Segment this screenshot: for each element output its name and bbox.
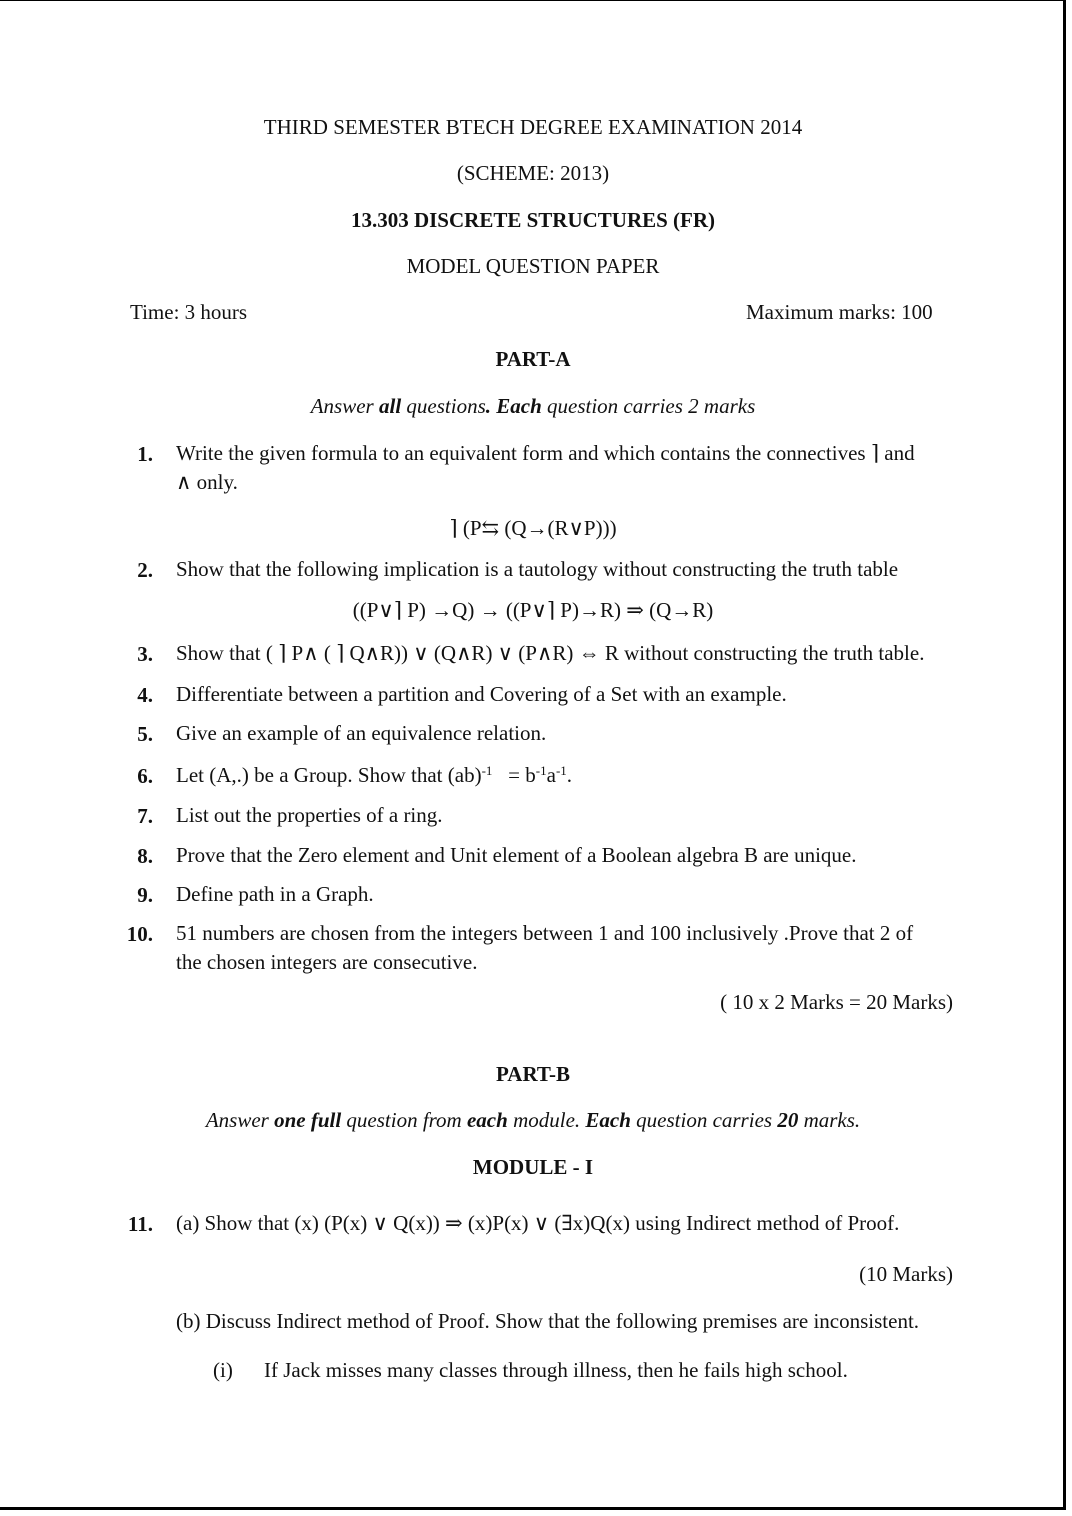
time-allowed: Time: 3 hours (130, 300, 248, 324)
question-text: (b) Discuss Indirect method of Proof. Show that the following premises are inconsistent. (176, 1309, 920, 1333)
question-number: 2. (137, 558, 153, 582)
question-text: Give an example of an equivalence relation. (176, 721, 547, 745)
question-text: Define path in a Graph. (176, 882, 374, 906)
part-a-marks-total: ( 10 x 2 Marks = 20 Marks) (720, 990, 953, 1014)
question-number: 9. (137, 883, 153, 907)
sub-item-text: If Jack misses many classes through illness, then he fails high school. (264, 1358, 848, 1382)
formula: ⌉ (P⇆ (Q→(R∨P))) (449, 516, 617, 540)
question-number: 1. (137, 442, 153, 466)
course-title: 13.303 DISCRETE STRUCTURES (FR) (350, 208, 716, 232)
question-text: Show that the following implication is a tautology without constructing the truth table (176, 557, 899, 581)
question-text: Differentiate between a partition and Covering of a Set with an example. (176, 682, 787, 706)
part-a-instruction: Answer all questions. Each question carries 2 marks (310, 394, 756, 418)
question-number: 6. (137, 764, 153, 788)
question-text: Prove that the Zero element and Unit element of a Boolean algebra B are unique. (176, 843, 857, 867)
question-number: 4. (137, 683, 153, 707)
question-text: List out the properties of a ring. (176, 803, 443, 827)
question-number: 10. (126, 922, 153, 946)
scheme: (SCHEME: 2013) (456, 161, 610, 185)
question-number: 3. (137, 642, 153, 666)
question-marks: (10 Marks) (859, 1262, 953, 1286)
question-number: 7. (137, 804, 153, 828)
module-title: MODULE - I (472, 1155, 594, 1179)
question-text: (a) Show that (x) (P(x) ∨ Q(x)) ⇒ (x)P(x) ∨ (∃x)Q(x) using Indirect method of Proof. (176, 1211, 900, 1235)
question-number: 11. (127, 1212, 153, 1236)
question-number: 8. (137, 844, 153, 868)
part-a-title: PART-A (495, 347, 571, 371)
question-text: 51 numbers are chosen from the integers between 1 and 100 inclusively .Prove that 2 of the chosen integers are consecutive. (176, 921, 914, 974)
max-marks: Maximum marks: 100 (746, 300, 933, 324)
paper-type: MODEL QUESTION PAPER (406, 254, 660, 278)
question-text: Write the given formula to an equivalent form and which contains the connectives ⌉ and ∧ only. (176, 441, 915, 494)
sub-item-label: (i) (213, 1358, 233, 1382)
question-number: 5. (137, 722, 153, 746)
question-text: Let (A,.) be a Group. Show that $(ab)^{-1} = b^{-1}a^{-1}$. (176, 763, 573, 787)
part-b-instruction: Answer one full question from each module. Each question carries 20 marks. (205, 1108, 861, 1132)
exam-title: THIRD SEMESTER BTECH DEGREE EXAMINATION 2014 (263, 115, 803, 139)
question-text: Show that ( ⌉ P∧ ( ⌉ Q∧R)) ∨ (Q∧R) ∨ (P∧R) ⇔ R without constructing the truth table. (176, 641, 925, 665)
part-b-title: PART-B (496, 1062, 570, 1086)
formula: ((P∨⌉ P) →Q) → ((P∨⌉ P)→R) ⇒ (Q→R) (352, 598, 714, 622)
